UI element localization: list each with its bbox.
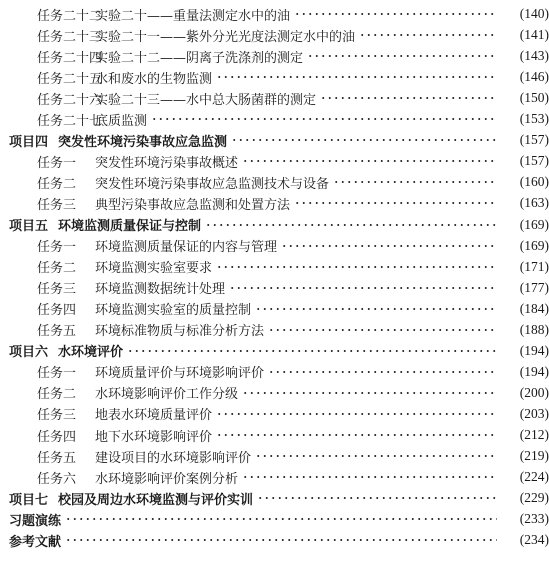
toc-entry-title: 典型污染事故应急监测和处置方法 — [95, 197, 291, 213]
toc-entry-number: 任务二 — [37, 261, 77, 277]
toc-entry-title: 环境监测实验室的质量控制 — [95, 303, 252, 319]
dot-leader — [242, 383, 497, 403]
toc-entry-label — [9, 510, 61, 529]
toc-task-entry[interactable] — [0, 25, 549, 45]
dot-leader — [257, 488, 497, 508]
toc-task-entry[interactable] — [0, 404, 549, 424]
toc-task-entry[interactable] — [0, 362, 549, 382]
dot-leader — [216, 425, 497, 445]
toc-page-number: (157) — [519, 153, 549, 169]
dot-leader — [127, 341, 497, 361]
dot-leader — [255, 446, 497, 466]
toc-project-entry[interactable] — [0, 215, 549, 235]
toc-task-entry[interactable] — [0, 193, 549, 213]
toc-entry-title: 环境监测实验室要求 — [95, 261, 213, 277]
toc-page-number: (153) — [519, 111, 549, 127]
toc-project-entry[interactable] — [0, 509, 549, 529]
toc-entry-title: 环境监测质量保证的内容与管理 — [95, 240, 278, 256]
dot-leader — [320, 88, 497, 108]
toc-entry-title: 习题演练 — [9, 513, 62, 529]
toc-entry-title: 环境质量评价与环境影响评价 — [95, 366, 265, 382]
toc-entry-title: 水环境影响评价案例分析 — [95, 471, 239, 487]
toc-entry-number: 任务二 — [37, 176, 77, 192]
toc-entry-number: 项目四 — [9, 134, 49, 150]
toc-entry-title: 实验二十三——水中总大肠菌群的测定 — [95, 92, 317, 108]
toc-task-entry[interactable] — [0, 467, 549, 487]
toc-entry-title: 突发性环境污染事故概述 — [95, 155, 239, 171]
dot-leader — [294, 193, 497, 213]
dot-leader — [307, 46, 497, 66]
toc-entry-title: 底质监测 — [95, 113, 148, 129]
toc-task-entry[interactable] — [0, 446, 549, 466]
toc-entry-number: 任务三 — [37, 282, 77, 298]
toc-entry-number: 任务四 — [37, 303, 77, 319]
toc-entry-number: 项目五 — [9, 219, 49, 234]
toc-page-number: (169) — [519, 216, 549, 232]
toc-page-number: (163) — [519, 195, 549, 211]
toc-page-number: (169) — [519, 237, 549, 253]
toc-entry-title: 实验二十二——阴离子洗涤剂的测定 — [95, 50, 304, 66]
toc-entry-title: 参考文献 — [9, 534, 62, 550]
toc-entry-label — [37, 299, 251, 318]
toc-project-entry[interactable] — [0, 530, 549, 550]
toc-entry-number: 任务二十二 — [37, 8, 103, 24]
toc-entry-label — [37, 447, 251, 466]
toc-task-entry[interactable] — [0, 109, 549, 129]
toc-entry-number: 任务二十五 — [37, 71, 103, 87]
dot-leader — [333, 172, 497, 192]
toc-entry-label — [37, 152, 238, 171]
toc-entry-label — [37, 194, 290, 213]
toc-entry-label — [37, 47, 303, 66]
toc-entry-number: 任务五 — [37, 450, 77, 466]
toc-task-entry[interactable] — [0, 67, 549, 87]
toc-entry-title: 地表水环境质量评价 — [95, 408, 213, 424]
toc-task-entry[interactable] — [0, 320, 549, 340]
dot-leader — [242, 151, 497, 171]
toc-page-number: (177) — [519, 279, 549, 295]
dot-leader — [359, 25, 497, 45]
toc-task-entry[interactable] — [0, 151, 549, 171]
toc-page-number: (194) — [519, 363, 549, 379]
toc-page-number: (150) — [519, 90, 549, 106]
toc-entry-number: 任务五 — [37, 324, 77, 340]
toc-entry-number: 任务三 — [37, 197, 77, 213]
dot-leader — [268, 320, 497, 340]
toc-entry-label — [9, 131, 227, 150]
toc-task-entry[interactable] — [0, 299, 549, 319]
dot-leader — [65, 509, 497, 529]
toc-entry-label — [9, 531, 61, 550]
toc-page-number: (219) — [519, 448, 549, 464]
toc-entry-title: 实验二十一——紫外分光光度法测定水中的油 — [95, 29, 356, 45]
toc-entry-label — [37, 320, 264, 339]
toc-entry-title: 水环境评价 — [58, 345, 124, 361]
toc-entry-label — [37, 257, 212, 276]
dot-leader — [229, 278, 497, 298]
toc-entry-label — [37, 278, 225, 297]
dot-leader — [216, 67, 497, 87]
toc-entry-number: 项目七 — [9, 492, 49, 508]
toc-entry-label — [37, 5, 290, 24]
toc-page-number: (171) — [519, 258, 549, 274]
toc-entry-title: 建设项目的水环境影响评价 — [95, 450, 252, 466]
toc-entry-number: 任务四 — [37, 429, 77, 445]
toc-page-number: (157) — [519, 132, 549, 148]
dot-leader — [268, 362, 497, 382]
toc-task-entry[interactable] — [0, 88, 549, 108]
toc-entry-title: 水环境影响评价工作分级 — [95, 387, 239, 403]
toc-entry-title: 突发性环境污染事故应急监测 — [58, 134, 228, 150]
dot-leader — [216, 404, 497, 424]
dot-leader — [255, 299, 497, 319]
toc-entry-number: 项目六 — [9, 345, 49, 361]
toc-entry-label — [37, 383, 238, 402]
toc-entry-label — [37, 26, 355, 45]
toc-page-number: (200) — [519, 384, 549, 400]
toc-entry-number: 任务二十六 — [37, 92, 103, 108]
toc-entry-number: 任务二十三 — [37, 29, 103, 45]
toc-entry-label — [37, 426, 212, 445]
toc-task-entry[interactable] — [0, 257, 549, 277]
dot-leader — [281, 236, 497, 256]
toc-entry-number: 任务二十四 — [37, 50, 103, 66]
toc-page-number: (184) — [519, 300, 549, 316]
toc-page-number: (194) — [519, 342, 549, 358]
toc-entry-title: 地下水环境影响评价 — [95, 429, 213, 445]
toc-entry-label — [9, 489, 253, 508]
toc-page-number: (234) — [519, 532, 549, 548]
toc-task-entry[interactable] — [0, 278, 549, 298]
toc-page-number: (188) — [519, 321, 549, 337]
toc-task-entry[interactable] — [0, 172, 549, 192]
toc-entry-label — [37, 68, 212, 87]
toc-page-number: (141) — [519, 27, 549, 43]
toc-task-entry[interactable] — [0, 383, 549, 403]
toc-entry-number: 任务二 — [37, 387, 77, 403]
toc-entry-number: 任务六 — [37, 471, 77, 487]
toc-entry-label — [37, 236, 277, 255]
toc-page-number: (146) — [519, 69, 549, 85]
toc-entry-number: 任务一 — [37, 366, 77, 382]
toc-page-number: (203) — [519, 405, 549, 421]
dot-leader — [216, 257, 497, 277]
toc-project-entry[interactable] — [0, 488, 549, 508]
toc-entry-title: 突发性环境污染事故应急监测技术与设备 — [95, 176, 330, 192]
toc-entry-label — [37, 468, 238, 487]
toc-task-entry[interactable] — [0, 4, 549, 24]
toc-page-number: (224) — [519, 469, 549, 485]
dot-leader — [151, 109, 497, 129]
toc-entry-label — [37, 173, 329, 192]
toc-project-entry[interactable] — [0, 341, 549, 361]
toc-entry-title: 校园及周边水环境监测与评价实训 — [58, 492, 254, 508]
toc-project-entry[interactable] — [0, 130, 549, 150]
toc-task-entry[interactable] — [0, 425, 549, 445]
dot-leader — [242, 467, 497, 487]
toc-task-entry[interactable] — [0, 46, 549, 66]
toc-page-number: (160) — [519, 174, 549, 190]
toc-entry-label — [37, 89, 316, 108]
dot-leader — [231, 130, 497, 150]
toc-entry-label — [37, 404, 212, 423]
toc-page-number: (229) — [519, 490, 549, 506]
toc-entry-label — [37, 362, 264, 381]
dot-leader — [294, 4, 497, 24]
toc-entry-title: 环境标准物质与标准分析方法 — [95, 324, 265, 340]
toc-page-number: (143) — [519, 48, 549, 64]
dot-leader — [65, 530, 497, 550]
toc-entry-number: 任务一 — [37, 155, 77, 171]
toc-page-number: (212) — [519, 427, 549, 442]
toc-entry-title: 实验二十——重量法测定水中的油 — [95, 8, 291, 24]
toc-entry-label — [9, 341, 123, 360]
dot-leader — [205, 215, 497, 235]
toc-page-number: (140) — [519, 6, 549, 21]
toc-entry-label — [37, 110, 147, 129]
toc-entry-number: 任务一 — [37, 240, 77, 256]
toc-entry-title: 环境监测数据统计处理 — [95, 282, 226, 298]
toc-entry-title: 水和废水的生物监测 — [95, 71, 213, 87]
toc-entry-label — [9, 215, 201, 234]
toc-entry-number: 任务三 — [37, 408, 77, 424]
toc-page-number: (233) — [519, 511, 549, 527]
toc-task-entry[interactable] — [0, 236, 549, 256]
toc-entry-title: 环境监测质量保证与控制 — [58, 219, 202, 234]
toc-entry-number: 任务二十七 — [37, 113, 103, 129]
